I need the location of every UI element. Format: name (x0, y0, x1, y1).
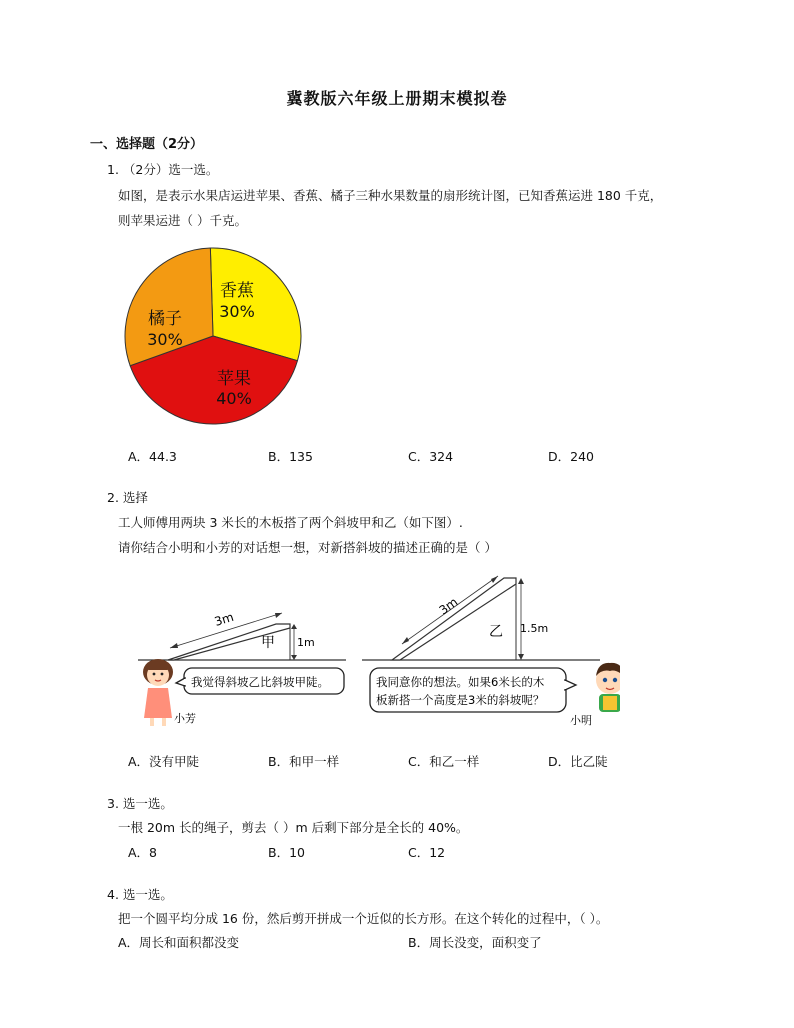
ramp-a-length: 3m (212, 609, 236, 629)
section-heading: 一、选择题（2分） (90, 137, 204, 152)
ramp-a-height: 1m (297, 636, 315, 649)
ramp-b-height: 1.5m (520, 622, 549, 635)
boy-illustration (596, 663, 620, 712)
question-number: 3. (107, 796, 119, 811)
girl-name: 小芳 (174, 712, 196, 725)
question-1-line-2: 则苹果运进（ ）千克。 (118, 213, 247, 228)
option-a[interactable]: A．8 (128, 845, 158, 860)
boy-name: 小明 (570, 714, 592, 727)
girl-speech-text: 我觉得斜坡乙比斜坡甲陡。 (191, 675, 329, 689)
question-4-header (107, 885, 173, 905)
slice-label-orange-value: 30% (147, 330, 183, 349)
option-c[interactable]: C．12 (408, 845, 446, 860)
ramp-a (168, 610, 315, 660)
question-number: 1. (107, 162, 119, 177)
boy-speech-line-1: 我同意你的想法。如果6米长的木 (376, 675, 545, 689)
option-b[interactable]: B．周长没变，面积变了 (408, 935, 542, 950)
pie-chart (120, 246, 310, 430)
boy-speech-line-2: 板新搭一个高度是3米的斜坡呢？ (376, 693, 545, 707)
option-a[interactable]: A．44.3 (128, 449, 177, 464)
question-number: 4. (107, 887, 119, 902)
girl-speech-bubble (176, 668, 344, 694)
ramp-b-name: 乙 (489, 624, 503, 640)
slice-label-banana-value: 30% (219, 302, 255, 321)
question-number: 2. (107, 490, 119, 505)
question-4-line-1: 把一个圆平均分成 16 份，然后剪开拼成一个近似的长方形。在这个转化的过程中，（ ）。 (118, 911, 609, 926)
slice-label-apple-name: 苹果 (217, 369, 251, 389)
question-2-line-2: 请你结合小明和小芳的对话想一想，对新搭斜坡的描述正确的是（ ） (118, 540, 497, 555)
question-title: （2分）选一选。 (122, 162, 219, 177)
ramp-b (392, 576, 548, 660)
question-2-line-1: 工人师傅用两块 3 米长的木板搭了两个斜坡甲和乙（如下图）. (118, 515, 463, 530)
option-c[interactable]: C．和乙一样 (408, 754, 480, 769)
option-a[interactable]: A．周长和面积都没变 (118, 935, 240, 950)
option-b[interactable]: B．和甲一样 (268, 754, 340, 769)
slice-label-banana-name: 香蕉 (220, 281, 254, 301)
boy-speech-bubble (370, 668, 576, 712)
page-title: 冀教版六年级上册期末模拟卷 (286, 89, 508, 108)
option-b[interactable]: B．10 (268, 845, 305, 860)
question-3-line-1: 一根 20m 长的绳子，剪去（ ）m 后剩下部分是全长的 40%。 (118, 820, 469, 835)
question-1-line-1: 如图，是表示水果店运进苹果、香蕉、橘子三种水果数量的扇形统计图，已知香蕉运进 180 千克， (118, 188, 663, 203)
ramp-b-length: 3m (436, 594, 461, 618)
option-d[interactable]: D．240 (548, 449, 594, 464)
question-1-header (107, 160, 218, 180)
ramp-a-name: 甲 (261, 635, 275, 651)
slice-label-apple-value: 40% (216, 389, 252, 408)
question-title: 选择 (122, 490, 148, 505)
slice-label-orange-name: 橘子 (148, 309, 182, 329)
question-3-header (107, 794, 173, 814)
slope-figure (130, 568, 620, 734)
question-title: 选一选。 (122, 796, 173, 811)
girl-illustration (143, 659, 173, 726)
option-c[interactable]: C．324 (408, 449, 454, 464)
option-a[interactable]: A．没有甲陡 (128, 754, 200, 769)
question-2-header (107, 488, 148, 508)
question-title: 选一选。 (122, 887, 173, 902)
option-b[interactable]: B．135 (268, 449, 313, 464)
option-d[interactable]: D．比乙陡 (548, 754, 608, 769)
